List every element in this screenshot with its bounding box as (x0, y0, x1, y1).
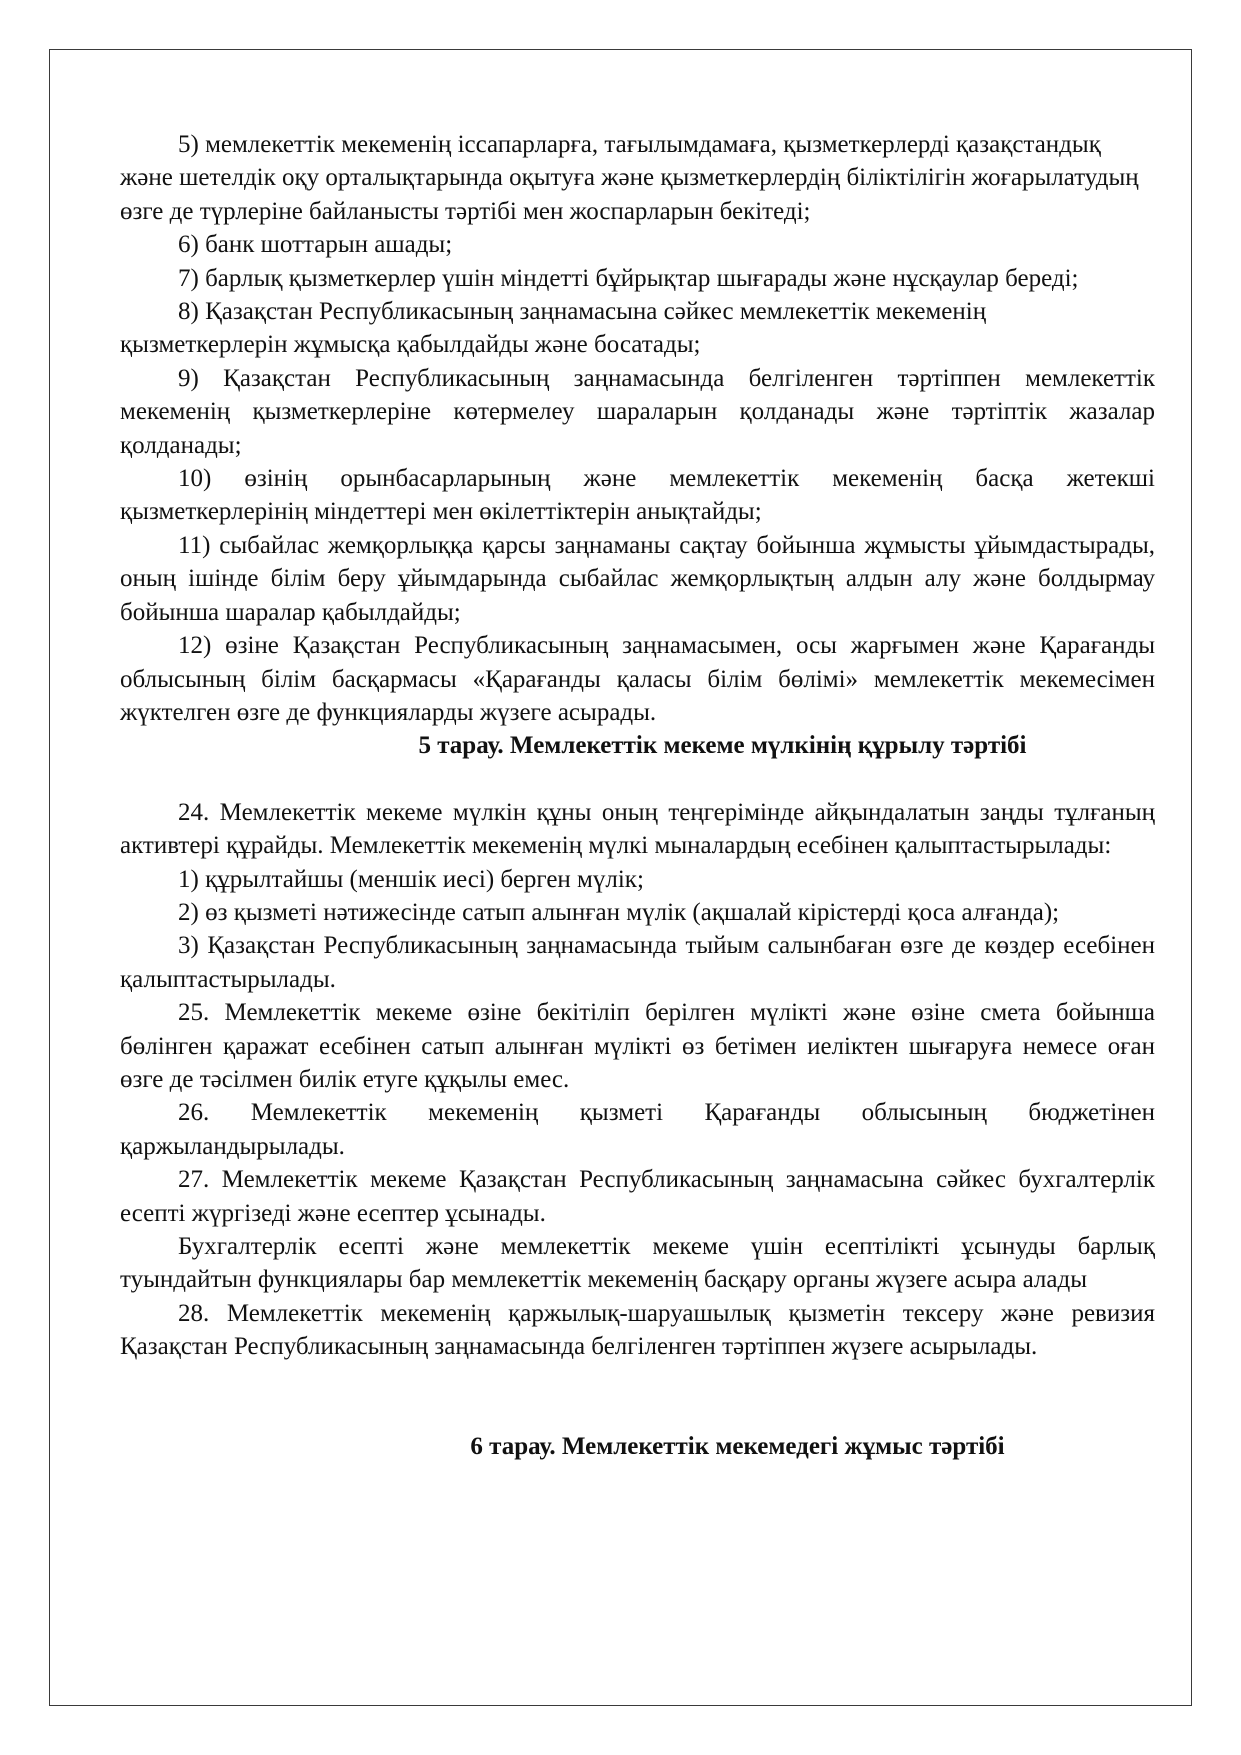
paragraph-27-note: Бухгалтерлік есепті және мемлекеттік мекеме үшін есептілікті ұсынуды барлық туындайтын функциялары бар мемлекеттік мекеменің басқару органы жүзеге асыра алады (120, 1233, 1155, 1294)
paragraph-item-5: 5) мемлекеттік мекеменің іссапарларға, тағылымдамаға, қызметкерлерді қазақстандық және шетелдік оқу орталықтарында оқытуға және қызметкерлердің біліктілігін жоғарылатудың өзге де түрлеріне байланысты тәртібі мен жоспарларын бекітеді; (120, 131, 1139, 225)
paragraph-item-12: 12) өзіне Қазақстан Республикасының заңнамасымен, осы жарғымен және Қарағанды облысының білім басқармасы «Қарағанды қаласы білім бөлімі» мемлекеттік мекемесімен жүктелген өзге де функцияларды жүзеге асырады. (120, 632, 1155, 726)
paragraph-28: 28. Мемлекеттік мекеменің қаржылық-шаруашылық қызметін тексеру және ревизия Қазақстан Республикасының заңнамасында белгіленген тәртіппен жүзеге асырылады. (120, 1299, 1155, 1361)
paragraph-27: 27. Мемлекеттік мекеме Қазақстан Республикасының заңнамасына сәйкес бухгалтерлік есепті жүргізеді және есептер ұсынады. (120, 1166, 1155, 1227)
paragraph-24-item-3: 3) Қазақстан Республикасының заңнамасында тыйым салынбаған өзге де көздер есебінен қалыптастырылады. (120, 932, 1155, 993)
paragraph-24: 24. Мемлекеттік мекеме мүлкін құны оның теңгерімінде айқындалатын заңды тұлғаның активтері құрайды. Мемлекеттік мекеменің мүлкі мыналардың есебінен қалыптастырылады: (120, 798, 1155, 860)
paragraph-26: 26. Мемлекеттік мекеменің қызметі Қарағанды облысының бюджетінен қаржыландырылады. (120, 1099, 1155, 1160)
paragraph-item-10: 10) өзінің орынбасарларының және мемлекеттік мекеменің басқа жетекші қызметкерлерінің міндеттері мен өкілеттіктерін анықтайды; (120, 465, 1155, 526)
paragraph-25: 25. Мемлекеттік мекеме өзіне бекітіліп берілген мүлікті және өзіне смета бойынша бөлінген қаражат есебінен сатып алынған мүлікті өз бетімен иеліктен шығаруға немесе оған өзге де тәсілмен билік етуге құқылы емес. (120, 999, 1155, 1093)
spacer (120, 763, 1155, 796)
paragraph-item-8: 8) Қазақстан Республикасының заңнамасына сәйкес мемлекеттік мекеменің қызметкерлерін жұмысқа қабылдайды және босатады; (120, 298, 987, 359)
paragraph-item-6: 6) банк шоттарын ашады; (178, 231, 453, 259)
paragraph-item-11: 11) сыбайлас жемқорлыққа қарсы заңнаманы сақтау бойынша жұмысты ұйымдастырады, оның ішінде білім беру ұйымдарында сыбайлас жемқорлықтың алдын алу және болдырмау бойынша шаралар қабылдайды; (120, 531, 1155, 626)
chapter-5-heading: 5 тарау. Мемлекеттік мекеме мүлкінің құрылу тәртібі (418, 732, 1027, 760)
paragraph-item-7: 7) барлық қызметкерлер үшін міндетті бұйрықтар шығарады және нұсқаулар береді; (178, 264, 1079, 292)
chapter-6-heading: 6 тарау. Мемлекеттік мекемедегі жұмыс тәртібі (470, 1432, 1005, 1460)
spacer (120, 1364, 1155, 1430)
document-body (120, 128, 1155, 1463)
paragraph-24-item-2: 2) өз қызметі нәтижесінде сатып алынған мүлік (ақшалай кірістерді қоса алғанда); (178, 898, 1060, 926)
paragraph-24-item-1: 1) құрылтайшы (меншік иесі) берген мүлік; (178, 865, 644, 893)
paragraph-item-9: 9) Қазақстан Республикасының заңнамасында белгіленген тәртіппен мемлекеттік мекеменің қызметкерлеріне көтермелеу шараларын қолданады және тәртіптік жазалар қолданады; (120, 364, 1155, 459)
